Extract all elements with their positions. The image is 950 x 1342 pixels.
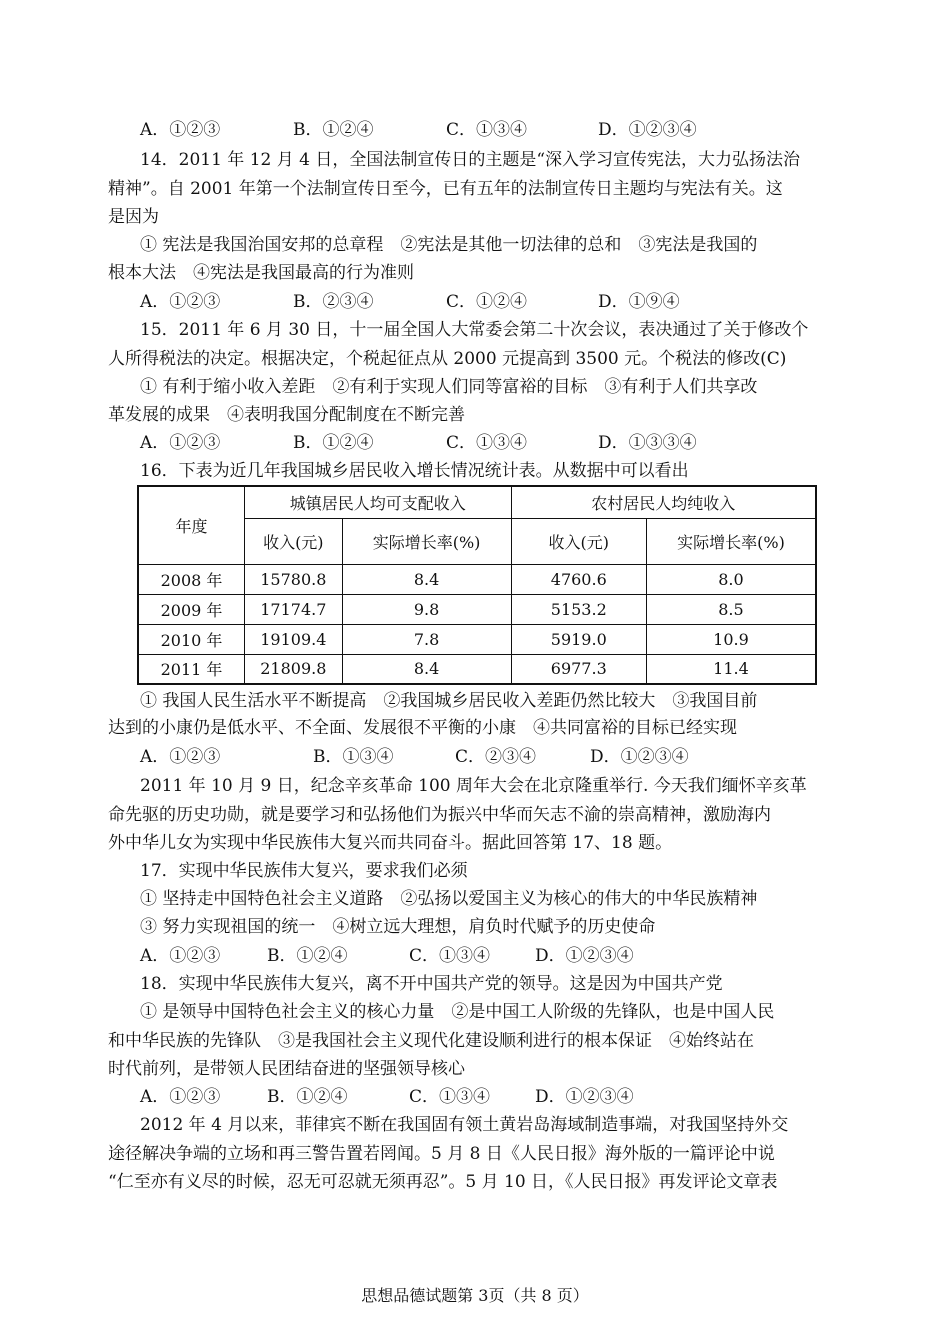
rural-income-cell: 4760.6 — [511, 564, 646, 594]
urban-income-cell: 15780.8 — [245, 564, 343, 594]
q15-line: ① 有利于缩小收入差距 ②有利于实现人们同等富裕的目标 ③有利于人们共享改 — [140, 377, 758, 397]
material-line: 外中华儿女为实现中华民族伟大复兴而共同奋斗。据此回答第 17、18 题。 — [108, 833, 673, 853]
option-a: A．①②③ — [140, 120, 221, 140]
option-a: A．①②③ — [140, 1087, 221, 1107]
urban-income-cell: 19109.4 — [245, 624, 343, 654]
urban-rate-cell: 9.8 — [342, 594, 511, 624]
urban-income-cell: 21809.8 — [245, 654, 343, 684]
q14-line: 精神”。自 2001 年第一个法制宣传日至今，已有五年的法制宣传日主题均与宪法有关。这 — [108, 179, 783, 199]
q18-line: ① 是领导中国特色社会主义的核心力量 ②是中国工人阶级的先锋队，也是中国人民 — [140, 1002, 775, 1022]
rural-header: 农村居民人均纯收入 — [511, 486, 816, 518]
income-table — [137, 485, 817, 685]
option-b: B．①②④ — [293, 120, 374, 140]
option-d: D．①②③④ — [590, 747, 689, 767]
q18-line: 和中华民族的先锋队 ③是我国社会主义现代化建设顺利进行的根本保证 ④始终站在 — [108, 1031, 754, 1051]
option-a: A．①②③ — [140, 292, 221, 312]
option-c: C．①③④ — [446, 433, 528, 453]
rural-income-cell: 5919.0 — [511, 624, 646, 654]
urban-header: 城镇居民人均可支配收入 — [245, 486, 512, 518]
q18-line: 时代前列，是带领人民团结奋进的坚强领导核心 — [108, 1059, 465, 1079]
table-row — [138, 594, 816, 624]
table-row — [138, 654, 816, 684]
rural-income-cell: 6977.3 — [511, 654, 646, 684]
year-cell: 2008 年 — [138, 564, 245, 594]
q14-line: ① 宪法是我国治国安邦的总章程 ②宪法是其他一切法律的总和 ③宪法是我国的 — [140, 235, 758, 255]
option-c: C．①②④ — [446, 292, 528, 312]
rural-rate-cell: 10.9 — [646, 624, 816, 654]
option-d: D．①③③④ — [598, 433, 697, 453]
rural-income-cell: 5153.2 — [511, 594, 646, 624]
q17-line: 17．实现中华民族伟大复兴，要求我们必须 — [140, 861, 468, 881]
sub-header: 收入(元) — [245, 518, 343, 564]
year-header: 年度 — [138, 486, 245, 564]
year-cell: 2011 年 — [138, 654, 245, 684]
rural-rate-cell: 8.0 — [646, 564, 816, 594]
option-c: C．①③④ — [446, 120, 528, 140]
q15-line: 革发展的成果 ④表明我国分配制度在不断完善 — [108, 405, 465, 425]
q17-line: ① 坚持走中国特色社会主义道路 ②弘扬以爱国主义为核心的伟大的中华民族精神 — [140, 889, 758, 909]
option-b: B．①③④ — [313, 747, 394, 767]
q15-line: 15．2011 年 6 月 30 日，十一届全国人大常委会第二十次会议，表决通过了关于修改个 — [140, 320, 809, 340]
table-row — [138, 564, 816, 594]
sub-header: 收入(元) — [511, 518, 646, 564]
material-line: 途径解决争端的立场和再三警告置若罔闻。5 月 8 日《人民日报》海外版的一篇评论中说 — [108, 1144, 775, 1164]
option-d: D．①②③④ — [535, 1087, 634, 1107]
material-line: 2011 年 10 月 9 日，纪念辛亥革命 100 周年大会在北京隆重举行. 今天我们缅怀辛亥革 — [140, 776, 807, 796]
option-b: B．①②④ — [267, 1087, 348, 1107]
urban-rate-cell: 8.4 — [342, 564, 511, 594]
option-c: C．①③④ — [409, 946, 491, 966]
sub-header: 实际增长率(%) — [342, 518, 511, 564]
option-b: B．②③④ — [293, 292, 374, 312]
option-d: D．①②③④ — [598, 120, 697, 140]
page-footer: 思想品德试题第 3页（共 8 页） — [361, 1286, 589, 1305]
option-b: B．①②④ — [267, 946, 348, 966]
year-cell: 2009 年 — [138, 594, 245, 624]
urban-rate-cell: 8.4 — [342, 654, 511, 684]
option-a: A．①②③ — [140, 433, 221, 453]
option-b: B．①②④ — [293, 433, 374, 453]
q15-line: 人所得税法的决定。根据决定，个税起征点从 2000 元提高到 3500 元。个税法的修改(C) — [108, 349, 787, 369]
material-line: 2012 年 4 月以来，菲律宾不断在我国固有领土黄岩岛海域制造事端，对我国坚持外交 — [140, 1115, 789, 1135]
q18-line: 18．实现中华民族伟大复兴，离不开中国共产党的领导。这是因为中国共产党 — [140, 974, 723, 994]
option-d: D．①⑨④ — [598, 292, 680, 312]
urban-rate-cell: 7.8 — [342, 624, 511, 654]
q14-line: 是因为 — [108, 207, 159, 227]
material-line: “仁至亦有义尽的时候，忍无可忍就无须再忍”。5 月 10 日，《人民日报》再发评论文章表 — [108, 1172, 778, 1192]
q17-line: ③ 努力实现祖国的统一 ④树立远大理想，肩负时代赋予的历史使命 — [140, 917, 656, 937]
year-cell: 2010 年 — [138, 624, 245, 654]
option-c: C．②③④ — [455, 747, 537, 767]
q14-line: 根本大法 ④宪法是我国最高的行为准则 — [108, 263, 414, 283]
q14-line: 14．2011 年 12 月 4 日，全国法制宣传日的主题是“深入学习宣传宪法，大力弘扬法治 — [140, 150, 801, 170]
option-a: A．①②③ — [140, 946, 221, 966]
q16-intro: 16．下表为近几年我国城乡居民收入增长情况统计表。从数据中可以看出 — [140, 461, 689, 481]
q16-line: 达到的小康仍是低水平、不全面、发展很不平衡的小康 ④共同富裕的目标已经实现 — [108, 718, 737, 738]
rural-rate-cell: 8.5 — [646, 594, 816, 624]
rural-rate-cell: 11.4 — [646, 654, 816, 684]
urban-income-cell: 17174.7 — [245, 594, 343, 624]
q16-line: ① 我国人民生活水平不断提高 ②我国城乡居民收入差距仍然比较大 ③我国目前 — [140, 691, 758, 711]
sub-header: 实际增长率(%) — [646, 518, 816, 564]
table-row — [138, 624, 816, 654]
option-c: C．①③④ — [409, 1087, 491, 1107]
option-d: D．①②③④ — [535, 946, 634, 966]
material-line: 命先驱的历史功勋，就是要学习和弘扬他们为振兴中华而矢志不渝的崇高精神，激励海内 — [108, 805, 771, 825]
option-a: A．①②③ — [140, 747, 221, 767]
